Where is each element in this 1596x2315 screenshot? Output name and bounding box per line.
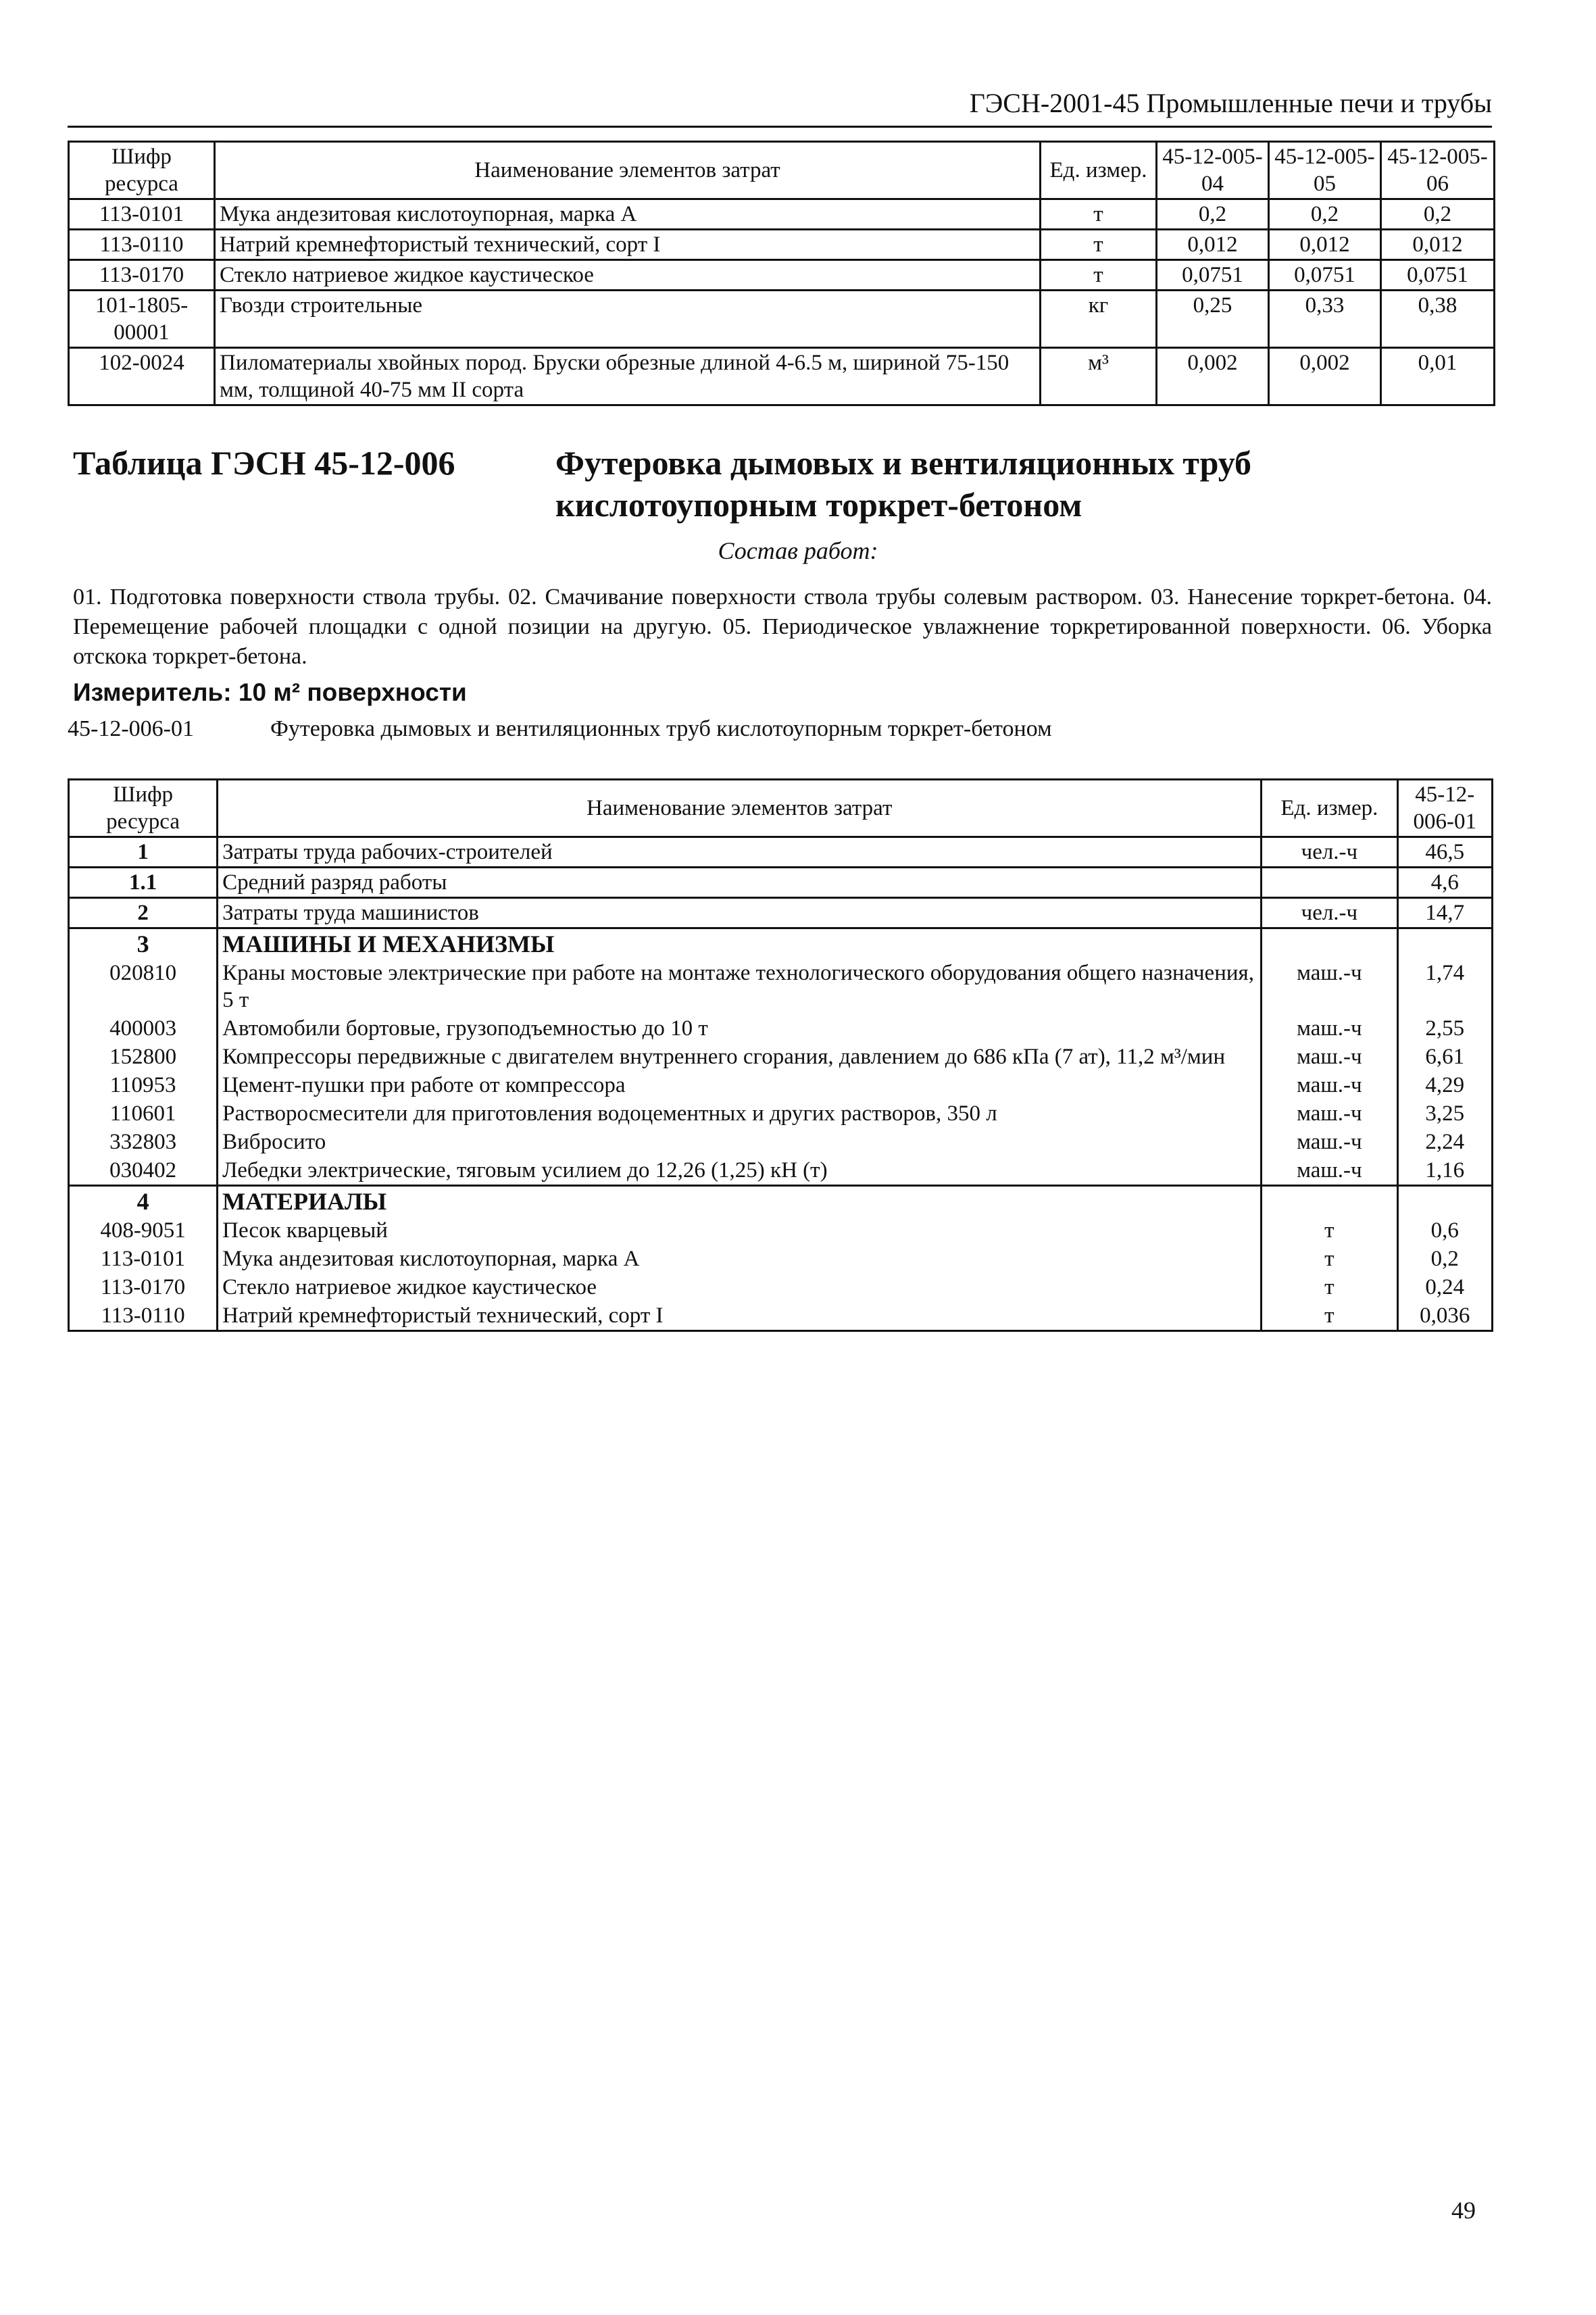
section-code: 4 — [69, 1186, 218, 1217]
resource-name: Затраты труда рабочих-строителей — [218, 837, 1262, 868]
norm-value: 2,55 — [1397, 1014, 1492, 1043]
resource-code: 1 — [69, 837, 218, 868]
table-row — [69, 1014, 1493, 1043]
table-row — [69, 199, 1495, 230]
resource-unit: кг — [1041, 291, 1157, 348]
resource-unit — [1262, 868, 1397, 898]
resource-name: Стекло натриевое жидкое каустическое — [218, 1273, 1262, 1301]
table-row — [69, 348, 1495, 405]
section-code: 3 — [69, 928, 218, 960]
norm-value: 0,0751 — [1269, 260, 1381, 291]
resource-name: Краны мостовые электрические при работе на монтаже технологического оборудования общего назначения, 5 т — [218, 959, 1262, 1014]
resource-code: 113-0101 — [69, 1245, 218, 1273]
table-row — [69, 1043, 1493, 1071]
table-row — [69, 1301, 1493, 1331]
norm-value: 4,6 — [1397, 868, 1492, 898]
empty-cell — [1262, 1186, 1397, 1217]
col-header-norm-1: 45-12-005-04 — [1157, 142, 1269, 199]
resource-unit: т — [1041, 260, 1157, 291]
table-row — [69, 1128, 1493, 1156]
col-header-name: Наименование элементов затрат — [215, 142, 1041, 199]
resource-unit: т — [1262, 1301, 1397, 1331]
resource-code: 110953 — [69, 1071, 218, 1099]
resource-unit: т — [1262, 1245, 1397, 1273]
empty-cell — [1397, 928, 1492, 960]
resource-table-continued — [68, 141, 1495, 406]
table-body — [69, 837, 1493, 1331]
page-number: 49 — [1451, 2197, 1476, 2224]
resource-code: 2 — [69, 898, 218, 928]
resource-code: 152800 — [69, 1043, 218, 1071]
col-header-norm: 45-12-006-01 — [1397, 780, 1492, 837]
table-row — [69, 959, 1493, 1014]
resource-code: 102-0024 — [69, 348, 215, 405]
table-code: Таблица ГЭСН 45-12-006 — [73, 444, 455, 482]
section-row — [69, 1186, 1493, 1217]
table-row — [69, 1099, 1493, 1128]
table-row — [69, 837, 1493, 868]
section-title: МАШИНЫ И МЕХАНИЗМЫ — [218, 928, 1262, 960]
norm-value: 0,01 — [1381, 348, 1495, 405]
resource-unit: маш.-ч — [1262, 1014, 1397, 1043]
works-text: 01. Подготовка поверхности ствола трубы. 02. Смачивание поверхности ствола трубы солевым раствором. 03. Нанесение торкрет-бетона. 04. Перемещение рабочей площадки с одной позиции на другую. 05. Периодическое увлажнение торкретированной поверхности. 06. Уборка отскока торкрет-бетона. — [73, 584, 1492, 669]
resource-name: Затраты труда машинистов — [218, 898, 1262, 928]
norm-value: 0,6 — [1397, 1216, 1492, 1245]
resource-name: Средний разряд работы — [218, 868, 1262, 898]
subtable-caption — [68, 716, 1487, 742]
subtable-name: Футеровка дымовых и вентиляционных труб кислотоупорным торкрет-бетоном — [270, 716, 1052, 741]
table-row — [69, 1156, 1493, 1186]
norm-value: 0,25 — [1157, 291, 1269, 348]
col-header-unit: Ед. измер. — [1041, 142, 1157, 199]
resource-name: Лебедки электрические, тяговым усилием до 12,26 (1,25) кН (т) — [218, 1156, 1262, 1186]
col-header-name: Наименование элементов затрат — [218, 780, 1262, 837]
norm-value: 1,74 — [1397, 959, 1492, 1014]
norm-value: 0,002 — [1157, 348, 1269, 405]
norm-value: 0,2 — [1269, 199, 1381, 230]
col-header-unit: Ед. измер. — [1262, 780, 1397, 837]
resource-code: 408-9051 — [69, 1216, 218, 1245]
resource-code: 113-0110 — [69, 1301, 218, 1331]
col-header-code: Шифр ресурса — [69, 780, 218, 837]
norm-value: 4,29 — [1397, 1071, 1492, 1099]
resource-name: Автомобили бортовые, грузоподъемностью до 10 т — [218, 1014, 1262, 1043]
resource-name: Мука андезитовая кислотоупорная, марка А — [215, 199, 1041, 230]
empty-cell — [1397, 1186, 1492, 1217]
norm-value: 0,0751 — [1157, 260, 1269, 291]
table-title: Футеровка дымовых и вентиляционных труб кислотоупорным торкрет-бетоном — [555, 444, 1252, 524]
resource-name: Мука андезитовая кислотоупорная, марка А — [218, 1245, 1262, 1273]
resource-unit: маш.-ч — [1262, 1128, 1397, 1156]
resource-unit: чел.-ч — [1262, 898, 1397, 928]
running-header — [68, 86, 1492, 128]
resource-name: Песок кварцевый — [218, 1216, 1262, 1245]
col-header-norm-2: 45-12-005-05 — [1269, 142, 1381, 199]
norm-value: 1,16 — [1397, 1156, 1492, 1186]
norm-value: 0,2 — [1397, 1245, 1492, 1273]
empty-cell — [1262, 928, 1397, 960]
norm-value: 0,002 — [1269, 348, 1381, 405]
resource-code: 113-0170 — [69, 1273, 218, 1301]
norm-value: 0,012 — [1157, 230, 1269, 260]
resource-code: 332803 — [69, 1128, 218, 1156]
resource-unit: маш.-ч — [1262, 1156, 1397, 1186]
resource-name: Натрий кремнефтористый технический, сорт I — [215, 230, 1041, 260]
norm-value: 0,036 — [1397, 1301, 1492, 1331]
resource-code: 110601 — [69, 1099, 218, 1128]
resource-unit: чел.-ч — [1262, 837, 1397, 868]
resource-code: 1.1 — [69, 868, 218, 898]
norm-value: 14,7 — [1397, 898, 1492, 928]
resource-unit: маш.-ч — [1262, 959, 1397, 1014]
resource-name: Растворосмесители для приготовления водоцементных и других растворов, 350 л — [218, 1099, 1262, 1128]
measure-unit: Измеритель: 10 м² поверхности — [73, 678, 467, 706]
resource-name: Цемент-пушки при работе от компрессора — [218, 1071, 1262, 1099]
subtable-code: 45-12-006-01 — [68, 716, 194, 741]
norm-value: 3,25 — [1397, 1099, 1492, 1128]
works-heading: Состав работ: — [718, 537, 878, 564]
section-row — [69, 928, 1493, 960]
norm-value: 2,24 — [1397, 1128, 1492, 1156]
norm-value: 0,33 — [1269, 291, 1381, 348]
running-title: ГЭСН-2001-45 Промышленные печи и трубы — [969, 88, 1492, 118]
resource-name: Пиломатериалы хвойных пород. Бруски обрезные длиной 4-6.5 м, шириной 75-150 мм, толщиной 40-75 мм II сорта — [215, 348, 1041, 405]
resource-code: 101-1805-00001 — [69, 291, 215, 348]
resource-code: 030402 — [69, 1156, 218, 1186]
table-row — [69, 291, 1495, 348]
resource-name: Компрессоры передвижные с двигателем внутреннего сгорания, давлением до 686 кПа (7 ат), 11,2 м³/мин — [218, 1043, 1262, 1071]
norm-value: 0,24 — [1397, 1273, 1492, 1301]
norm-value: 0,2 — [1381, 199, 1495, 230]
norm-value: 0,012 — [1269, 230, 1381, 260]
table-row — [69, 868, 1493, 898]
norm-value: 0,2 — [1157, 199, 1269, 230]
resource-name: Стекло натриевое жидкое каустическое — [215, 260, 1041, 291]
norm-value: 0,012 — [1381, 230, 1495, 260]
resource-unit: маш.-ч — [1262, 1071, 1397, 1099]
resource-unit: м³ — [1041, 348, 1157, 405]
table-row — [69, 230, 1495, 260]
resource-unit: маш.-ч — [1262, 1099, 1397, 1128]
resource-table — [68, 778, 1493, 1332]
resource-name: Гвозди строительные — [215, 291, 1041, 348]
table-row — [69, 1273, 1493, 1301]
col-header-norm-3: 45-12-005-06 — [1381, 142, 1495, 199]
table-header-row — [69, 142, 1495, 199]
resource-code: 113-0170 — [69, 260, 215, 291]
norm-value: 6,61 — [1397, 1043, 1492, 1071]
table-body — [69, 199, 1495, 405]
norm-value: 0,0751 — [1381, 260, 1495, 291]
table-row — [69, 1245, 1493, 1273]
resource-code: 400003 — [69, 1014, 218, 1043]
resource-code: 113-0110 — [69, 230, 215, 260]
resource-code: 020810 — [69, 959, 218, 1014]
table-row — [69, 1216, 1493, 1245]
section-title: МАТЕРИАЛЫ — [218, 1186, 1262, 1217]
norm-value: 0,38 — [1381, 291, 1495, 348]
resource-code: 113-0101 — [69, 199, 215, 230]
resource-unit: т — [1262, 1273, 1397, 1301]
resource-unit: маш.-ч — [1262, 1043, 1397, 1071]
col-header-code: Шифр ресурса — [69, 142, 215, 199]
resource-unit: т — [1041, 199, 1157, 230]
resource-unit: т — [1262, 1216, 1397, 1245]
table-row — [69, 1071, 1493, 1099]
table-header-row — [69, 780, 1493, 837]
norm-value: 46,5 — [1397, 837, 1492, 868]
resource-name: Вибросито — [218, 1128, 1262, 1156]
resource-unit: т — [1041, 230, 1157, 260]
table-row — [69, 260, 1495, 291]
table-row — [69, 898, 1493, 928]
resource-name: Натрий кремнефтористый технический, сорт I — [218, 1301, 1262, 1331]
